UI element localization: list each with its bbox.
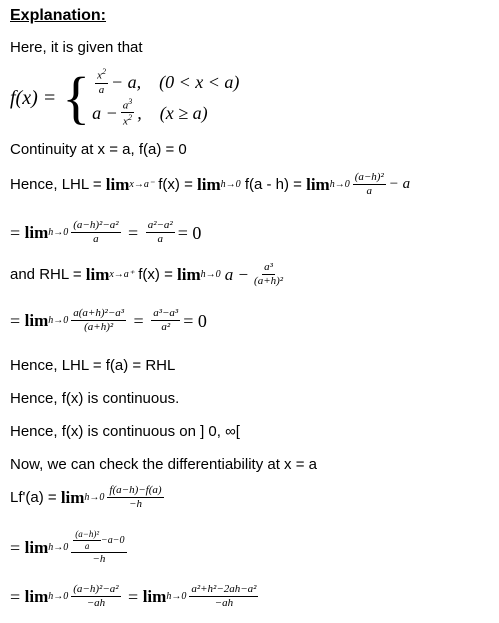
intro-text: Here, it is given that [10,39,143,56]
differentiability-intro: Now, we can check the differentiability at x = a [10,456,317,473]
brace-symbol: { [62,64,91,130]
lf-line: Lf'(a) = lim h→0 $\frac{f(a-h)-f(a)}{-h}$ [10,484,162,510]
continuity-text: Continuity at x = a, f(a) = 0 [10,141,187,158]
cases [92,68,239,128]
lhl-continuation: = lim h→0 $\frac{\text{(a−h)²−a²}}{a}$ = $\frac{\text{a²−a²}}{a}$ = 0 [10,219,202,245]
rhl-line: and RHL = lim x→a⁺ f(x) = lim h→0 a − $\frac{\text{a³}}{\text{(a+h)²}}$ [10,261,284,287]
case-1: $\frac{x^2}{a}$ − a, (0 < x < a) [97,67,240,96]
continuous-text: Hence, f(x) is continuous. [10,390,180,407]
lf-continuation-1: = lim h→0 $\frac{\text{(a−h)²}}{a}$ −a−0 −h [10,529,125,565]
rhl-continuation: = lim h→0 $\frac{\text{a(a+h)²−a³}}{\text{(a+h)²}}$ = $\frac{\text{a³−a³}}{\text{a²}}$ = 0 [10,307,207,333]
section-title: Explanation: [10,7,107,24]
case-2: a − $\frac{a^3}{x^2}$ , (x ≥ a) [92,96,208,128]
continuous-interval-text: Hence, f(x) is continuous on ] 0, ∞[ [10,423,240,440]
lf-continuation-2: = lim h→0 $\frac{\text{(a−h)²−a²}}{-ah}$ = lim h→0 $\frac{\text{a²+h²−2ah−a²}}{-ah}$ [10,583,257,609]
lhl-equals-rhl: Hence, LHL = f(a) = RHL [10,357,176,374]
function-lhs: f(x) = [10,86,57,109]
lhl-line: Hence, LHL = lim x→a⁻ f(x) = lim h→0 f(a - h) = lim h→0 $\frac{\text{(a−h)²}}{a}$ − a [10,171,411,197]
piecewise-function [10,64,240,130]
